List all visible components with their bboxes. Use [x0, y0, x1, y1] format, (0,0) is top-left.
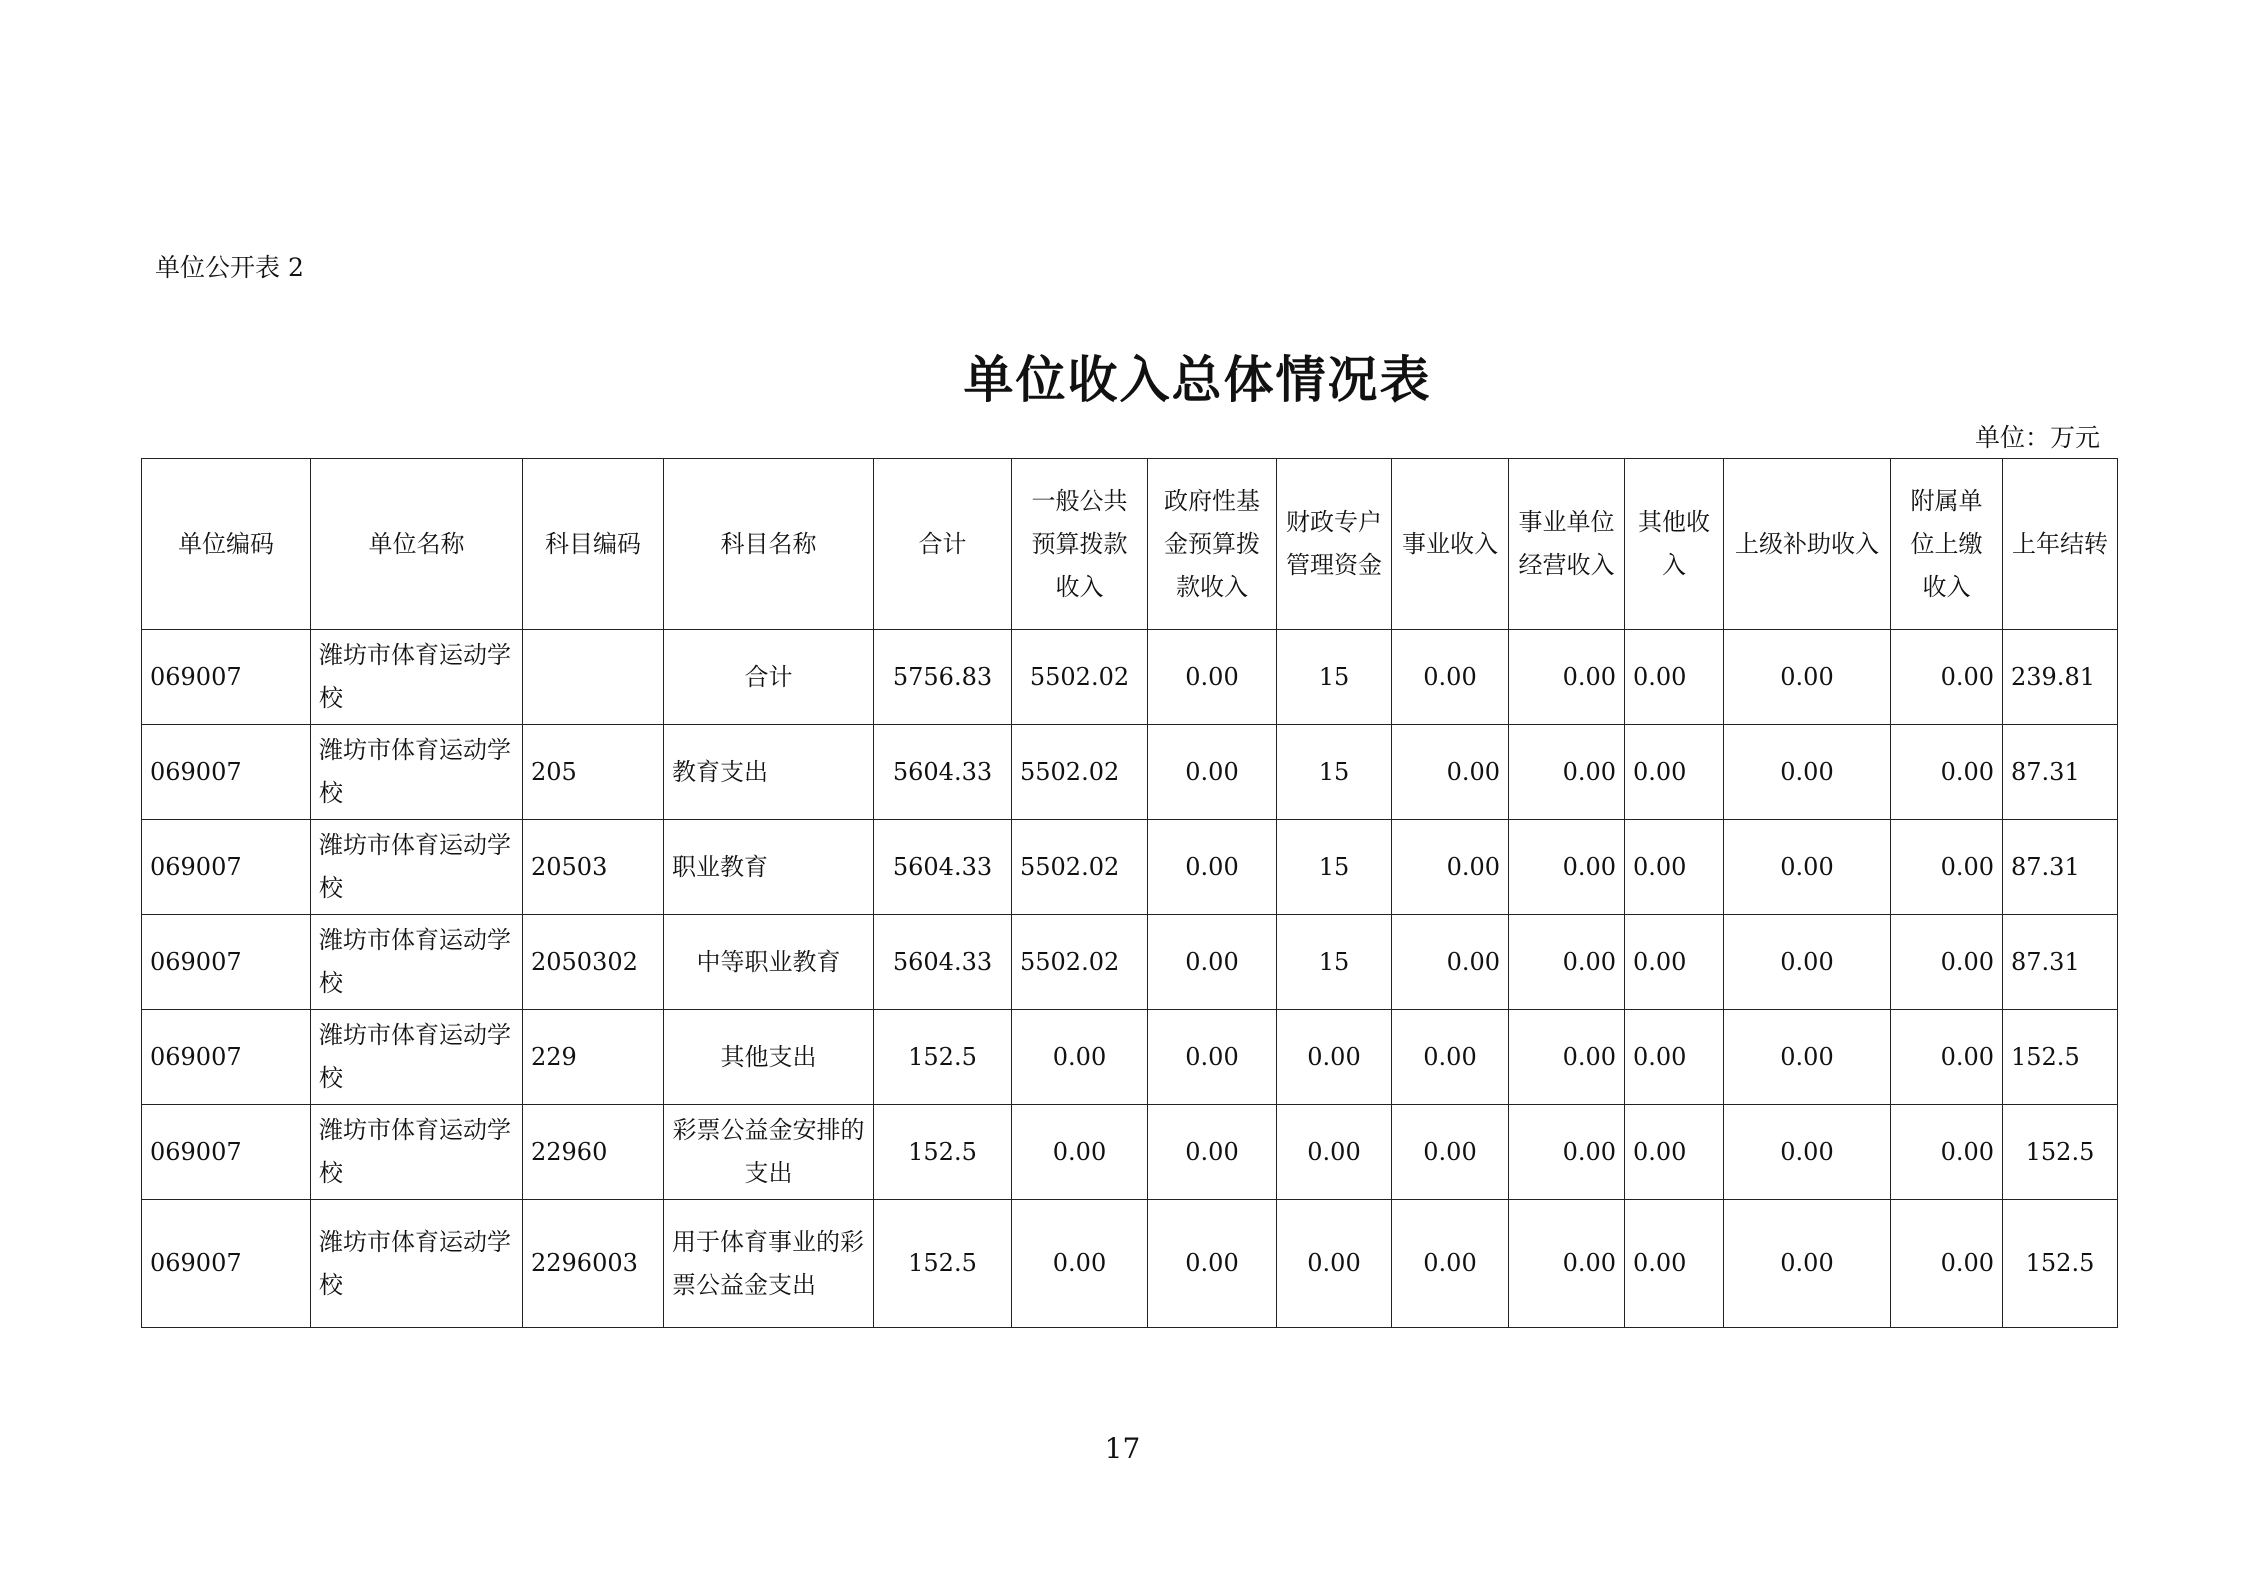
cell-special-account: 15 [1277, 915, 1392, 1010]
cell-subject-code: 22960 [523, 1105, 664, 1200]
cell-superior-subsidy: 0.00 [1724, 915, 1891, 1010]
cell-general-budget: 0.00 [1012, 1105, 1148, 1200]
header-general-budget: 一般公共预算拨款收入 [1012, 459, 1148, 630]
cell-superior-subsidy: 0.00 [1724, 1200, 1891, 1328]
cell-subject-name: 教育支出 [664, 725, 874, 820]
cell-carryover: 87.31 [2003, 915, 2118, 1010]
cell-carryover: 152.5 [2003, 1105, 2118, 1200]
cell-affiliated-payment: 0.00 [1891, 1105, 2003, 1200]
cell-subject-code: 2050302 [523, 915, 664, 1010]
table-row [142, 630, 2118, 725]
income-table [141, 458, 2118, 1328]
unit-note: 单位：万元 [1974, 423, 2100, 452]
cell-unit-code: 069007 [142, 1200, 311, 1328]
page-title: 单位收入总体情况表 [963, 350, 1432, 409]
header-subject-name: 科目名称 [664, 459, 874, 630]
cell-total: 5604.33 [874, 915, 1012, 1010]
cell-affiliated-payment: 0.00 [1891, 820, 2003, 915]
header-gov-fund: 政府性基金预算拨款收入 [1148, 459, 1277, 630]
cell-business-operation: 0.00 [1509, 725, 1625, 820]
cell-other-income: 0.00 [1625, 725, 1724, 820]
header-affiliated-payment: 附属单位上缴收入 [1891, 459, 2003, 630]
cell-subject-name: 职业教育 [664, 820, 874, 915]
cell-total: 152.5 [874, 1105, 1012, 1200]
cell-business-income: 0.00 [1392, 915, 1509, 1010]
cell-business-operation: 0.00 [1509, 1200, 1625, 1328]
cell-general-budget: 0.00 [1012, 1010, 1148, 1105]
table-row [142, 1010, 2118, 1105]
cell-business-income: 0.00 [1392, 820, 1509, 915]
cell-unit-name: 潍坊市体育运动学校 [311, 1200, 523, 1328]
cell-gov-fund: 0.00 [1148, 725, 1277, 820]
cell-subject-code: 205 [523, 725, 664, 820]
header-business-income: 事业收入 [1392, 459, 1509, 630]
cell-general-budget: 5502.02 [1012, 915, 1148, 1010]
table-row [142, 1200, 2118, 1328]
cell-unit-code: 069007 [142, 630, 311, 725]
header-unit-name: 单位名称 [311, 459, 523, 630]
cell-general-budget: 0.00 [1012, 1200, 1148, 1328]
cell-other-income: 0.00 [1625, 1010, 1724, 1105]
cell-business-income: 0.00 [1392, 725, 1509, 820]
cell-superior-subsidy: 0.00 [1724, 1105, 1891, 1200]
cell-unit-name: 潍坊市体育运动学校 [311, 915, 523, 1010]
header-superior-subsidy: 上级补助收入 [1724, 459, 1891, 630]
cell-unit-name: 潍坊市体育运动学校 [311, 1105, 523, 1200]
cell-other-income: 0.00 [1625, 1200, 1724, 1328]
header-unit-code: 单位编码 [142, 459, 311, 630]
cell-gov-fund: 0.00 [1148, 1200, 1277, 1328]
cell-unit-name: 潍坊市体育运动学校 [311, 630, 523, 725]
cell-carryover: 152.5 [2003, 1010, 2118, 1105]
table-row [142, 820, 2118, 915]
cell-total: 5604.33 [874, 820, 1012, 915]
cell-special-account: 15 [1277, 725, 1392, 820]
cell-unit-code: 069007 [142, 725, 311, 820]
cell-business-income: 0.00 [1392, 1105, 1509, 1200]
cell-business-operation: 0.00 [1509, 1105, 1625, 1200]
cell-superior-subsidy: 0.00 [1724, 630, 1891, 725]
cell-unit-name: 潍坊市体育运动学校 [311, 725, 523, 820]
cell-special-account: 0.00 [1277, 1010, 1392, 1105]
cell-general-budget: 5502.02 [1012, 630, 1148, 725]
cell-other-income: 0.00 [1625, 915, 1724, 1010]
cell-unit-name: 潍坊市体育运动学校 [311, 820, 523, 915]
cell-superior-subsidy: 0.00 [1724, 725, 1891, 820]
cell-subject-name: 用于体育事业的彩票公益金支出 [664, 1200, 874, 1328]
table-row [142, 1105, 2118, 1200]
cell-subject-code: 229 [523, 1010, 664, 1105]
table-row [142, 915, 2118, 1010]
cell-business-income: 0.00 [1392, 630, 1509, 725]
cell-affiliated-payment: 0.00 [1891, 915, 2003, 1010]
doc-label: 单位公开表 2 [155, 253, 304, 282]
cell-affiliated-payment: 0.00 [1891, 725, 2003, 820]
cell-superior-subsidy: 0.00 [1724, 820, 1891, 915]
cell-carryover: 239.81 [2003, 630, 2118, 725]
cell-gov-fund: 0.00 [1148, 915, 1277, 1010]
cell-special-account: 15 [1277, 820, 1392, 915]
cell-subject-name: 彩票公益金安排的支出 [664, 1105, 874, 1200]
cell-special-account: 15 [1277, 630, 1392, 725]
cell-gov-fund: 0.00 [1148, 1105, 1277, 1200]
cell-gov-fund: 0.00 [1148, 820, 1277, 915]
cell-subject-code: 20503 [523, 820, 664, 915]
cell-superior-subsidy: 0.00 [1724, 1010, 1891, 1105]
cell-gov-fund: 0.00 [1148, 1010, 1277, 1105]
cell-carryover: 87.31 [2003, 820, 2118, 915]
cell-unit-code: 069007 [142, 915, 311, 1010]
cell-special-account: 0.00 [1277, 1200, 1392, 1328]
cell-general-budget: 5502.02 [1012, 820, 1148, 915]
cell-affiliated-payment: 0.00 [1891, 1010, 2003, 1105]
cell-carryover: 87.31 [2003, 725, 2118, 820]
cell-unit-name: 潍坊市体育运动学校 [311, 1010, 523, 1105]
cell-total: 152.5 [874, 1200, 1012, 1328]
cell-unit-code: 069007 [142, 820, 311, 915]
cell-business-operation: 0.00 [1509, 915, 1625, 1010]
header-subject-code: 科目编码 [523, 459, 664, 630]
page-number: 17 [1104, 1432, 1141, 1465]
header-business-operation: 事业单位经营收入 [1509, 459, 1625, 630]
header-other-income: 其他收入 [1625, 459, 1724, 630]
cell-carryover: 152.5 [2003, 1200, 2118, 1328]
cell-business-income: 0.00 [1392, 1010, 1509, 1105]
cell-total: 5604.33 [874, 725, 1012, 820]
cell-subject-code [523, 630, 664, 725]
cell-affiliated-payment: 0.00 [1891, 630, 2003, 725]
cell-unit-code: 069007 [142, 1105, 311, 1200]
cell-business-operation: 0.00 [1509, 630, 1625, 725]
cell-special-account: 0.00 [1277, 1105, 1392, 1200]
header-carryover: 上年结转 [2003, 459, 2118, 630]
cell-other-income: 0.00 [1625, 820, 1724, 915]
header-special-account: 财政专户管理资金 [1277, 459, 1392, 630]
cell-subject-name: 中等职业教育 [664, 915, 874, 1010]
cell-general-budget: 5502.02 [1012, 725, 1148, 820]
cell-business-operation: 0.00 [1509, 1010, 1625, 1105]
table-row [142, 725, 2118, 820]
cell-total: 152.5 [874, 1010, 1012, 1105]
cell-subject-name: 合计 [664, 630, 874, 725]
cell-total: 5756.83 [874, 630, 1012, 725]
header-row [142, 459, 2118, 630]
cell-subject-code: 2296003 [523, 1200, 664, 1328]
cell-business-operation: 0.00 [1509, 820, 1625, 915]
cell-subject-name: 其他支出 [664, 1010, 874, 1105]
cell-unit-code: 069007 [142, 1010, 311, 1105]
cell-other-income: 0.00 [1625, 630, 1724, 725]
cell-affiliated-payment: 0.00 [1891, 1200, 2003, 1328]
cell-other-income: 0.00 [1625, 1105, 1724, 1200]
cell-business-income: 0.00 [1392, 1200, 1509, 1328]
header-total: 合计 [874, 459, 1012, 630]
cell-gov-fund: 0.00 [1148, 630, 1277, 725]
